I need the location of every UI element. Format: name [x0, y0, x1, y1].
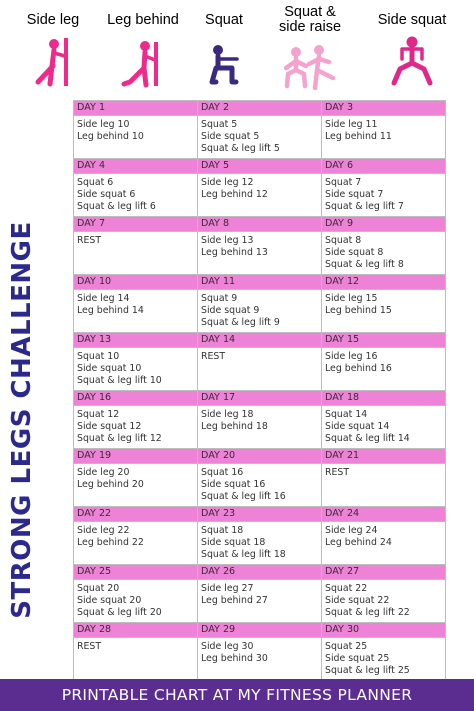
workout-line: REST	[201, 351, 226, 362]
workout-line: Squat 18	[201, 525, 244, 536]
workout-line: Leg behind 12	[201, 188, 268, 200]
workout-line: Side squat 14	[325, 420, 390, 432]
workout-line: REST	[77, 641, 102, 652]
footer-banner: PRINTABLE CHART AT MY FITNESS PLANNER	[0, 679, 474, 711]
workout-line: Squat 16	[201, 467, 244, 478]
day-label: DAY 3	[322, 101, 445, 116]
workout-line: Side leg 10	[77, 119, 130, 130]
day-workout	[198, 232, 321, 274]
workout-line: REST	[325, 467, 350, 478]
workout-line: Side leg 14	[77, 293, 130, 304]
day-cell	[322, 159, 446, 217]
day-cell	[198, 101, 322, 159]
workout-line: Leg behind 27	[201, 594, 268, 606]
day-label: DAY 12	[322, 275, 445, 290]
day-workout	[322, 290, 445, 332]
day-label: DAY 20	[198, 449, 321, 464]
day-label: DAY 13	[74, 333, 197, 348]
schedule-grid	[73, 100, 446, 681]
side-leg-figure-icon	[30, 36, 76, 88]
workout-line: Squat 8	[325, 235, 362, 246]
workout-line: Side squat 16	[201, 478, 266, 490]
workout-line: Squat & leg lift 10	[77, 374, 162, 386]
workout-line: Leg behind 24	[325, 536, 392, 548]
day-label: DAY 8	[198, 217, 321, 232]
day-workout	[198, 348, 321, 390]
day-label: DAY 4	[74, 159, 197, 174]
squat-figure-icon	[204, 44, 244, 86]
workout-line: Leg behind 18	[201, 420, 268, 432]
exercise-label: Leg behind	[107, 12, 179, 28]
exercise-header	[0, 0, 474, 95]
workout-line: Leg behind 30	[201, 652, 268, 664]
day-workout	[198, 464, 321, 506]
day-cell	[198, 507, 322, 565]
day-workout	[198, 406, 321, 448]
day-workout	[322, 406, 445, 448]
workout-line: Side squat 18	[201, 536, 266, 548]
day-label: DAY 2	[198, 101, 321, 116]
leg-behind-figure-icon	[118, 38, 168, 88]
workout-line: Side squat 12	[77, 420, 142, 432]
day-label: DAY 16	[74, 391, 197, 406]
day-cell	[74, 623, 198, 681]
exercise-side-squat	[372, 0, 452, 28]
workout-line: Side squat 7	[325, 188, 384, 200]
side-squat-figure-icon	[388, 35, 436, 87]
workout-line: Leg behind 20	[77, 478, 144, 490]
day-label: DAY 14	[198, 333, 321, 348]
day-cell	[74, 333, 198, 391]
squat-side-raise-figure-icon	[281, 44, 339, 92]
day-label: DAY 9	[322, 217, 445, 232]
workout-line: Side squat 22	[325, 594, 390, 606]
schedule-row	[74, 217, 446, 275]
workout-line: Leg behind 13	[201, 246, 268, 258]
workout-line: Squat 10	[77, 351, 120, 362]
workout-line: Side leg 12	[201, 177, 254, 188]
day-cell	[198, 275, 322, 333]
workout-line: Side leg 11	[325, 119, 378, 130]
day-cell	[198, 217, 322, 275]
day-cell	[74, 449, 198, 507]
day-workout	[74, 464, 197, 506]
day-workout	[322, 116, 445, 158]
exercise-label: Squat	[205, 12, 243, 28]
day-cell	[74, 391, 198, 449]
workout-line: Side squat 5	[201, 130, 260, 142]
workout-line: Squat & leg lift 18	[201, 548, 286, 560]
day-label: DAY 29	[198, 623, 321, 638]
workout-line: Side squat 25	[325, 652, 390, 664]
workout-line: Squat 12	[77, 409, 120, 420]
day-cell	[322, 275, 446, 333]
workout-line: Leg behind 14	[77, 304, 144, 316]
workout-line: Side squat 6	[77, 188, 136, 200]
workout-line: Leg behind 15	[325, 304, 392, 316]
day-label: DAY 11	[198, 275, 321, 290]
workout-line: Side squat 8	[325, 246, 384, 258]
day-label: DAY 18	[322, 391, 445, 406]
schedule-row	[74, 275, 446, 333]
day-workout	[322, 638, 445, 680]
workout-line: Squat 14	[325, 409, 368, 420]
workout-line: Side leg 18	[201, 409, 254, 420]
day-label: DAY 22	[74, 507, 197, 522]
workout-line: Squat & leg lift 16	[201, 490, 286, 502]
day-label: DAY 24	[322, 507, 445, 522]
day-workout	[198, 522, 321, 564]
workout-line: Squat & leg lift 6	[77, 200, 156, 212]
day-cell	[322, 623, 446, 681]
workout-line: Leg behind 10	[77, 130, 144, 142]
day-workout	[198, 290, 321, 332]
day-workout	[74, 116, 197, 158]
workout-line: Squat & leg lift 25	[325, 664, 410, 676]
day-cell	[74, 101, 198, 159]
workout-line: Side leg 22	[77, 525, 130, 536]
workout-line: Side leg 30	[201, 641, 254, 652]
schedule-row	[74, 391, 446, 449]
day-cell	[198, 449, 322, 507]
schedule-row	[74, 159, 446, 217]
exercise-squat-side-raise	[270, 0, 350, 35]
workout-line: Side squat 10	[77, 362, 142, 374]
workout-line: Squat 22	[325, 583, 368, 594]
day-workout	[322, 348, 445, 390]
day-cell	[74, 565, 198, 623]
day-cell	[74, 275, 198, 333]
day-workout	[198, 116, 321, 158]
workout-line: Squat & leg lift 14	[325, 432, 410, 444]
workout-line: Squat 25	[325, 641, 368, 652]
day-cell	[74, 159, 198, 217]
workout-line: REST	[77, 235, 102, 246]
day-workout	[198, 580, 321, 622]
challenge-title-text: STRONG LEGS CHALLENGE	[7, 221, 37, 619]
workout-line: Squat & leg lift 8	[325, 258, 404, 270]
day-cell	[322, 217, 446, 275]
workout-line: Side squat 9	[201, 304, 260, 316]
day-cell	[322, 391, 446, 449]
workout-line: Side leg 27	[201, 583, 254, 594]
day-workout	[74, 406, 197, 448]
day-cell	[322, 565, 446, 623]
exercise-label: Side leg	[26, 12, 80, 28]
day-workout	[74, 348, 197, 390]
day-cell	[198, 159, 322, 217]
day-workout	[74, 232, 197, 274]
day-cell	[198, 333, 322, 391]
day-workout	[322, 580, 445, 622]
day-cell	[322, 449, 446, 507]
workout-line: Squat & leg lift 12	[77, 432, 162, 444]
day-label: DAY 26	[198, 565, 321, 580]
day-cell	[198, 623, 322, 681]
day-label: DAY 7	[74, 217, 197, 232]
workout-line: Squat 20	[77, 583, 120, 594]
schedule-row	[74, 565, 446, 623]
day-cell	[198, 565, 322, 623]
schedule-row	[74, 507, 446, 565]
workout-line: Side leg 15	[325, 293, 378, 304]
day-label: DAY 27	[322, 565, 445, 580]
day-workout	[74, 290, 197, 332]
schedule-row	[74, 333, 446, 391]
workout-line: Squat 6	[77, 177, 114, 188]
exercise-leg-behind	[100, 0, 186, 28]
workout-line: Squat & leg lift 9	[201, 316, 280, 328]
day-workout	[322, 232, 445, 274]
day-label: DAY 25	[74, 565, 197, 580]
workout-line: Squat & leg lift 5	[201, 142, 280, 154]
day-label: DAY 19	[74, 449, 197, 464]
workout-line: Side squat 20	[77, 594, 142, 606]
day-label: DAY 17	[198, 391, 321, 406]
day-label: DAY 5	[198, 159, 321, 174]
workout-line: Squat 9	[201, 293, 238, 304]
day-label: DAY 6	[322, 159, 445, 174]
workout-line: Side leg 24	[325, 525, 378, 536]
day-cell	[322, 101, 446, 159]
schedule-row	[74, 100, 446, 159]
day-workout	[198, 638, 321, 680]
day-workout	[322, 464, 445, 506]
exercise-squat	[194, 0, 254, 28]
day-cell	[322, 333, 446, 391]
day-label: DAY 23	[198, 507, 321, 522]
exercise-side-leg	[18, 0, 88, 28]
day-cell	[74, 507, 198, 565]
day-label: DAY 30	[322, 623, 445, 638]
day-workout	[74, 174, 197, 216]
day-workout	[74, 638, 197, 680]
day-label: DAY 28	[74, 623, 197, 638]
schedule-row	[74, 623, 446, 681]
day-label: DAY 1	[74, 101, 197, 116]
workout-line: Squat 7	[325, 177, 362, 188]
workout-line: Squat & leg lift 7	[325, 200, 404, 212]
exercise-label: Side squat	[377, 12, 447, 28]
workout-line: Squat & leg lift 22	[325, 606, 410, 618]
day-label: DAY 15	[322, 333, 445, 348]
workout-line: Squat 5	[201, 119, 238, 130]
day-workout	[74, 580, 197, 622]
workout-line: Leg behind 16	[325, 362, 392, 374]
workout-line: Side leg 16	[325, 351, 378, 362]
exercise-label: Squat & side raise	[278, 4, 342, 35]
workout-line: Leg behind 11	[325, 130, 392, 142]
day-cell	[198, 391, 322, 449]
day-workout	[322, 522, 445, 564]
day-workout	[198, 174, 321, 216]
workout-line: Side leg 13	[201, 235, 254, 246]
day-cell	[322, 507, 446, 565]
day-workout	[74, 522, 197, 564]
schedule-row	[74, 449, 446, 507]
workout-line: Leg behind 22	[77, 536, 144, 548]
day-cell	[74, 217, 198, 275]
workout-line: Squat & leg lift 20	[77, 606, 162, 618]
day-workout	[322, 174, 445, 216]
day-label: DAY 10	[74, 275, 197, 290]
workout-line: Side leg 20	[77, 467, 130, 478]
day-label: DAY 21	[322, 449, 445, 464]
